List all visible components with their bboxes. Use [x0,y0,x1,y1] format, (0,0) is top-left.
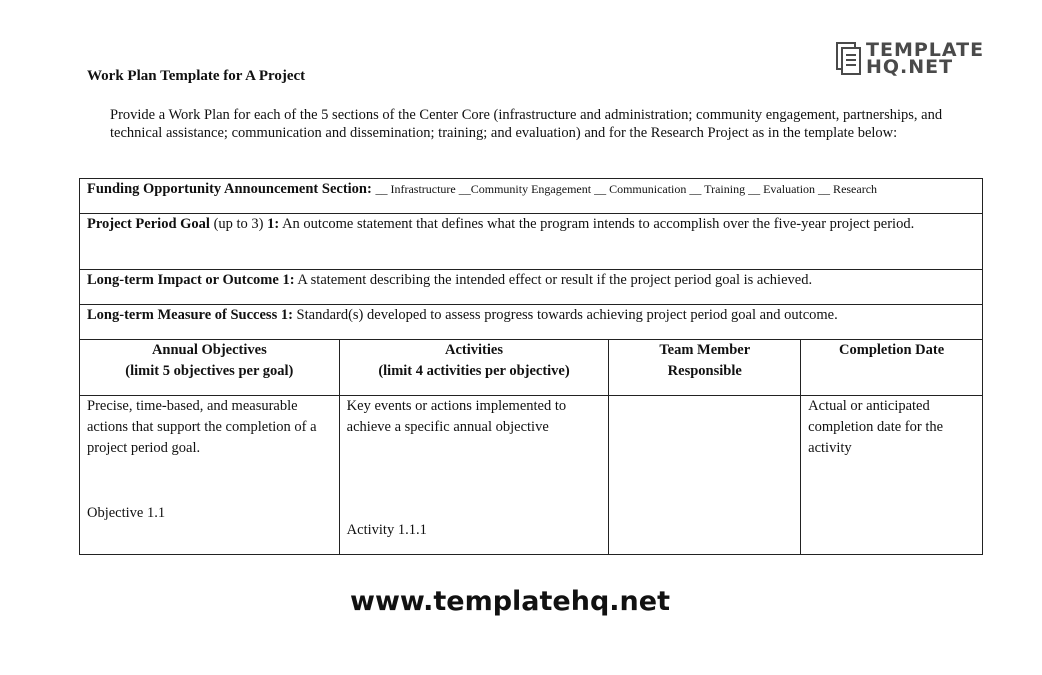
column-header-row [80,340,983,396]
header-objectives-line1: Annual Objectives [151,342,267,358]
objectives-cell [80,396,340,555]
measure-label: Long-term Measure of Success 1: [87,307,293,323]
impact-cell [80,270,983,305]
header-objectives [80,340,340,396]
measure-cell [80,305,983,340]
header-completion [801,340,983,396]
document-stack-icon [836,42,862,76]
activities-description: Key events or actions implemented to achieve a specific annual objective [346,398,567,435]
goal-qualifier: (up to 3) [213,216,264,232]
goal-row [80,214,983,270]
work-plan-table [79,178,983,555]
activity-label: Activity 1.1.1 [346,522,427,538]
logo-line1: TEMPLATE [866,39,985,61]
objectives-description: Precise, time-based, and measurable actions that support the completion of a project period goal. [87,398,317,456]
header-objectives-line2: (limit 5 objectives per goal) [125,363,294,379]
funding-cell [80,179,983,214]
header-activities [339,340,609,396]
objective-label: Objective 1.1 [87,505,166,521]
header-team-line1: Team Member [659,342,751,358]
funding-options: __ Infrastructure __Community Engagement __ Communication __ Training __ Evaluation __ Research [375,182,878,196]
activities-cell [339,396,609,555]
header-activities-line2: (limit 4 activities per objective) [378,363,570,379]
intro-paragraph: Provide a Work Plan for each of the 5 sections of the Center Core (infrastructure and administration; community engagement, partnerships, and technical assistance; communication and dissemination; training; and evaluation) and for the Research Project as in the template below: [110,107,943,141]
body-row [80,396,983,555]
header-completion-text: Completion Date [839,342,945,358]
logo-line2: HQ.NET [866,56,954,78]
goal-text: An outcome statement that defines what the program intends to accomplish over the five-year project period. [282,216,915,232]
logo [836,40,984,78]
website-url: www.templatehq.net [350,586,670,617]
goal-label: Project Period Goal [87,216,210,232]
completion-description: Actual or anticipated completion date for the activity [808,398,944,456]
funding-row [80,179,983,214]
measure-text: Standard(s) developed to assess progress towards achieving project period goal and outcome. [296,307,838,323]
logo-text [866,39,985,78]
impact-text: A statement describing the intended effect or result if the project period goal is achieved. [297,272,813,288]
funding-label: Funding Opportunity Announcement Section: [87,181,372,197]
goal-cell [80,214,983,270]
measure-row [80,305,983,340]
goal-number: 1: [267,216,280,232]
document-title: Work Plan Template for A Project [87,68,306,84]
impact-label: Long-term Impact or Outcome 1: [87,272,295,288]
header-team-line2: Responsible [667,363,742,379]
header-activities-line1: Activities [445,342,503,358]
impact-row [80,270,983,305]
team-cell [609,396,801,555]
header-team [609,340,801,396]
completion-cell [801,396,983,555]
